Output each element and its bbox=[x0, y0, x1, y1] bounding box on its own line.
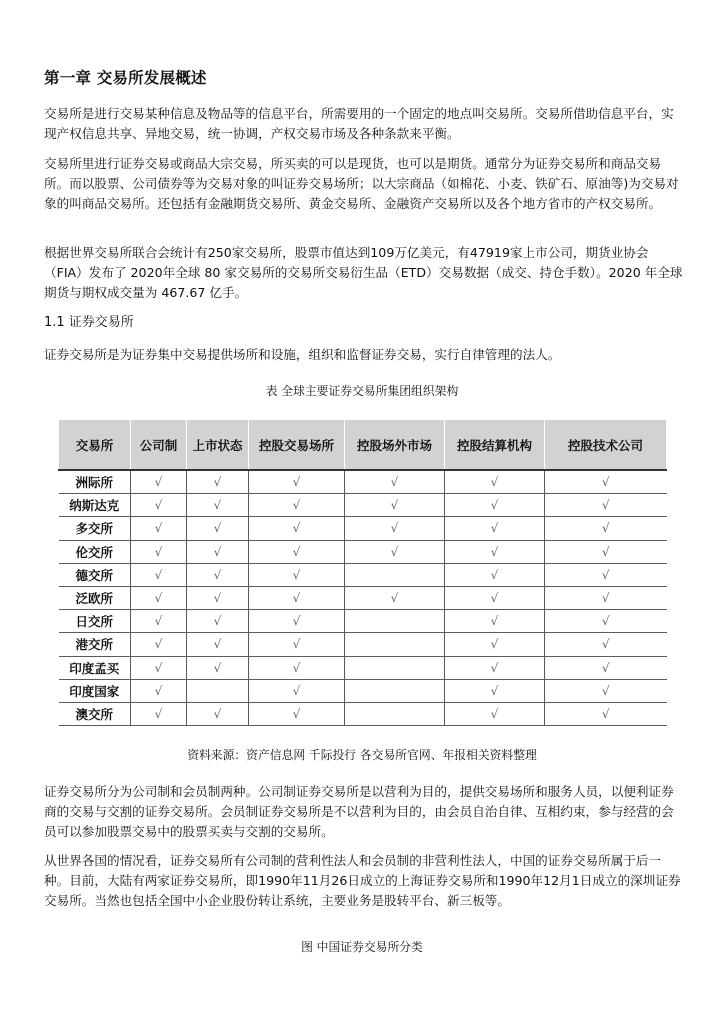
check-mark-cell: √ bbox=[545, 586, 667, 609]
check-mark-cell: √ bbox=[545, 702, 667, 725]
check-mark-cell: √ bbox=[187, 563, 249, 586]
empty-cell bbox=[345, 563, 445, 586]
check-mark-cell: √ bbox=[545, 679, 667, 702]
check-mark-cell: √ bbox=[545, 656, 667, 679]
check-mark-cell: √ bbox=[187, 540, 249, 563]
check-mark-cell: √ bbox=[345, 540, 445, 563]
figure-caption: 图 中国证券交易所分类 bbox=[301, 940, 423, 954]
exchange-name-cell: 伦交所 bbox=[59, 540, 131, 563]
check-mark-cell: √ bbox=[249, 563, 345, 586]
header-listed: 上市状态 bbox=[187, 420, 249, 470]
exchange-name-cell: 澳交所 bbox=[59, 702, 131, 725]
check-mark-cell: √ bbox=[545, 494, 667, 517]
check-mark-cell: √ bbox=[445, 679, 545, 702]
paragraph-exchange-statistics: 根据世界交易所联合会统计有250家交易所，股票市值达到109万亿美元，有47919家上市公司，期货业协会（FIA）发布了 2020年全球 80 家交易所的交易所交易衍生品（ETD）交易数据（成交、持仓手数）。2020 年全球期货与期权成交量为 467.67 亿手。 bbox=[44, 245, 683, 300]
exchange-name-cell: 港交所 bbox=[59, 633, 131, 656]
check-mark-cell: √ bbox=[187, 656, 249, 679]
check-mark-cell: √ bbox=[445, 540, 545, 563]
table-body bbox=[59, 470, 667, 726]
exchange-name-cell: 多交所 bbox=[59, 517, 131, 540]
exchange-name-cell: 泛欧所 bbox=[59, 586, 131, 609]
header-holds-tech: 控股技术公司 bbox=[545, 420, 667, 470]
check-mark-cell: √ bbox=[131, 656, 187, 679]
check-mark-cell: √ bbox=[545, 540, 667, 563]
check-mark-cell: √ bbox=[131, 610, 187, 633]
empty-cell bbox=[187, 679, 249, 702]
check-mark-cell: √ bbox=[249, 494, 345, 517]
check-mark-cell: √ bbox=[131, 540, 187, 563]
check-mark-cell: √ bbox=[249, 610, 345, 633]
exchange-name-cell: 德交所 bbox=[59, 563, 131, 586]
exchange-structure-table bbox=[58, 420, 667, 726]
check-mark-cell: √ bbox=[545, 470, 667, 494]
exchange-name-cell: 日交所 bbox=[59, 610, 131, 633]
check-mark-cell: √ bbox=[187, 517, 249, 540]
check-mark-cell: √ bbox=[445, 656, 545, 679]
check-mark-cell: √ bbox=[131, 679, 187, 702]
check-mark-cell: √ bbox=[445, 610, 545, 633]
table-row bbox=[59, 679, 667, 702]
exchange-name-cell: 纳斯达克 bbox=[59, 494, 131, 517]
check-mark-cell: √ bbox=[545, 517, 667, 540]
table-row bbox=[59, 586, 667, 609]
empty-cell bbox=[345, 656, 445, 679]
table-header-row bbox=[59, 420, 667, 470]
check-mark-cell: √ bbox=[131, 517, 187, 540]
paragraph-exchange-forms: 证券交易所分为公司制和会员制两种。公司制证券交易所是以营利为目的，提供交易场所和服务人员，以便利证券商的交易与交割的证券交易所。会员制证券交易所是不以营利为目的，由会员自治自律、互相约束，参与经营的会员可以参加股票交易中的股票买卖与交割的交易所。 bbox=[44, 784, 674, 839]
paragraph-securities-exchange-definition: 证券交易所是为证券集中交易提供场所和设施，组织和监督证券交易，实行自律管理的法人。 bbox=[44, 347, 561, 362]
exchange-name-cell: 印度国家 bbox=[59, 679, 131, 702]
check-mark-cell: √ bbox=[445, 470, 545, 494]
empty-cell bbox=[345, 702, 445, 725]
table-caption: 表 全球主要证券交易所集团组织架构 bbox=[265, 384, 459, 398]
header-exchange: 交易所 bbox=[59, 420, 131, 470]
exchange-name-cell: 洲际所 bbox=[59, 470, 131, 494]
table-row bbox=[59, 540, 667, 563]
empty-cell bbox=[345, 679, 445, 702]
check-mark-cell: √ bbox=[545, 610, 667, 633]
table-row bbox=[59, 610, 667, 633]
check-mark-cell: √ bbox=[345, 586, 445, 609]
table-row bbox=[59, 517, 667, 540]
check-mark-cell: √ bbox=[445, 586, 545, 609]
paragraph-china-exchanges: 从世界各国的情况看，证券交易所有公司制的营利性法人和会员制的非营利性法人，中国的证券交易所属于后一种。目前，大陆有两家证券交易所，即1990年11月26日成立的上海证券交易所和1990年12月1日成立的深圳证券交易所。当然也包括全国中小企业股份转让系统，主要业务是股转平台、新三板等。 bbox=[44, 853, 681, 908]
paragraph-exchange-types: 交易所里进行证券交易或商品大宗交易，所买卖的可以是现货，也可以是期货。通常分为证券交易所和商品交易所。而以股票、公司债券等为交易对象的叫证券交易场所；以大宗商品（如棉花、小麦、铁矿石、原油等)为交易对象的叫商品交易所。还包括有金融期货交易所、黄金交易所、金融资产交易所以及各个地方省市的产权交易所。 bbox=[44, 156, 679, 211]
check-mark-cell: √ bbox=[445, 494, 545, 517]
chapter-title: 第一章 交易所发展概述 bbox=[44, 69, 207, 87]
check-mark-cell: √ bbox=[187, 702, 249, 725]
check-mark-cell: √ bbox=[249, 679, 345, 702]
table-source-note: 资料来源：资产信息网 千际投行 各交易所官网、年报相关资料整理 bbox=[187, 748, 537, 762]
section-heading-1-1: 1.1 证券交易所 bbox=[44, 315, 134, 330]
check-mark-cell: √ bbox=[187, 610, 249, 633]
check-mark-cell: √ bbox=[187, 586, 249, 609]
check-mark-cell: √ bbox=[249, 470, 345, 494]
check-mark-cell: √ bbox=[131, 586, 187, 609]
check-mark-cell: √ bbox=[445, 563, 545, 586]
check-mark-cell: √ bbox=[131, 702, 187, 725]
header-holds-otc: 控股场外市场 bbox=[345, 420, 445, 470]
check-mark-cell: √ bbox=[187, 633, 249, 656]
check-mark-cell: √ bbox=[131, 563, 187, 586]
check-mark-cell: √ bbox=[345, 470, 445, 494]
check-mark-cell: √ bbox=[545, 563, 667, 586]
paragraph-exchange-definition: 交易所是进行交易某种信息及物品等的信息平台，所需要用的一个固定的地点叫交易所。交易所借助信息平台，实现产权信息共享、异地交易，统一协调，产权交易市场及各种条款来平衡。 bbox=[44, 106, 674, 141]
check-mark-cell: √ bbox=[345, 517, 445, 540]
table-row bbox=[59, 494, 667, 517]
check-mark-cell: √ bbox=[131, 633, 187, 656]
table-row bbox=[59, 470, 667, 494]
check-mark-cell: √ bbox=[545, 633, 667, 656]
check-mark-cell: √ bbox=[445, 633, 545, 656]
table-row bbox=[59, 702, 667, 725]
header-corporate: 公司制 bbox=[131, 420, 187, 470]
table-row bbox=[59, 656, 667, 679]
check-mark-cell: √ bbox=[445, 702, 545, 725]
header-holds-venues: 控股交易场所 bbox=[249, 420, 345, 470]
check-mark-cell: √ bbox=[187, 494, 249, 517]
check-mark-cell: √ bbox=[445, 517, 545, 540]
check-mark-cell: √ bbox=[187, 470, 249, 494]
check-mark-cell: √ bbox=[249, 633, 345, 656]
exchange-name-cell: 印度孟买 bbox=[59, 656, 131, 679]
table-row bbox=[59, 563, 667, 586]
check-mark-cell: √ bbox=[131, 494, 187, 517]
check-mark-cell: √ bbox=[249, 702, 345, 725]
empty-cell bbox=[345, 610, 445, 633]
check-mark-cell: √ bbox=[345, 494, 445, 517]
check-mark-cell: √ bbox=[249, 517, 345, 540]
check-mark-cell: √ bbox=[249, 586, 345, 609]
check-mark-cell: √ bbox=[249, 656, 345, 679]
header-holds-clearing: 控股结算机构 bbox=[445, 420, 545, 470]
check-mark-cell: √ bbox=[249, 540, 345, 563]
table-row bbox=[59, 633, 667, 656]
check-mark-cell: √ bbox=[131, 470, 187, 494]
empty-cell bbox=[345, 633, 445, 656]
